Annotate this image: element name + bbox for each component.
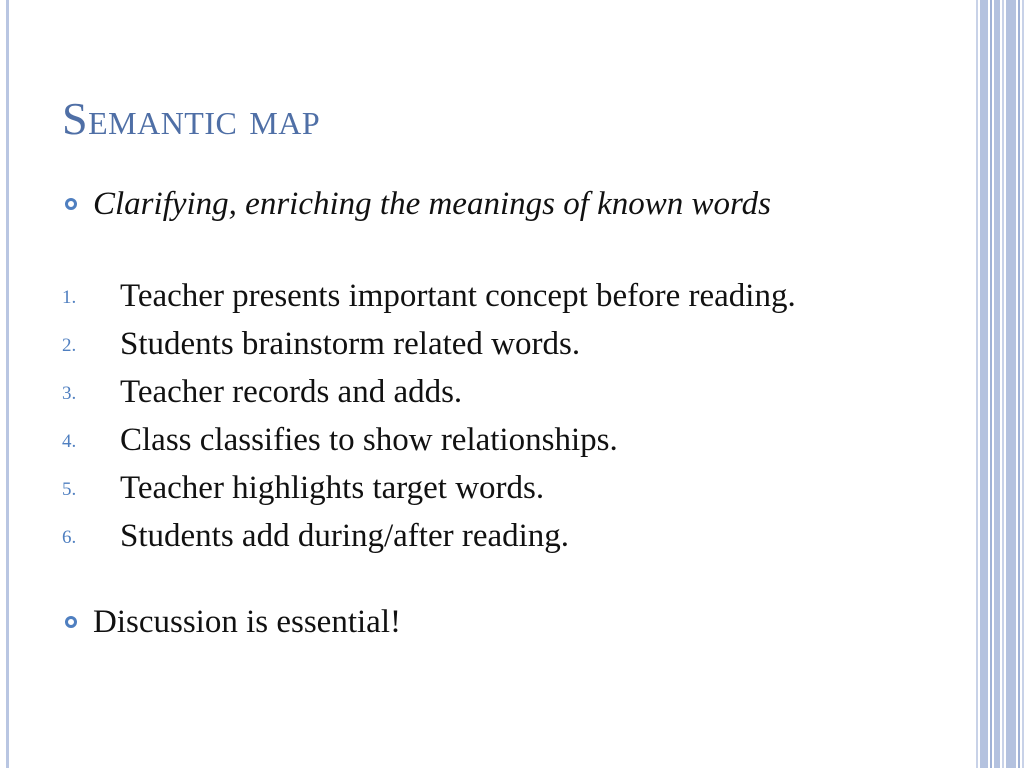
stripe: [980, 0, 988, 768]
circle-bullet-icon: [65, 198, 77, 210]
list-item: [62, 516, 902, 556]
right-decorative-stripes: [976, 0, 1024, 768]
spacer: [62, 224, 902, 276]
step-text: Teacher presents important concept before reading.: [120, 278, 796, 314]
closing-bullet: [62, 602, 902, 642]
step-number: 2.: [62, 335, 77, 356]
step-number: 1.: [62, 287, 77, 308]
intro-bullet-text: Clarifying, enriching the meanings of known words: [93, 186, 771, 222]
circle-bullet-icon: [65, 616, 77, 628]
step-text: Students brainstorm related words.: [120, 326, 581, 362]
list-item: [62, 372, 902, 412]
step-number: 6.: [62, 527, 77, 548]
slide-body: [62, 184, 902, 642]
step-text: Class classifies to show relationships.: [120, 422, 618, 458]
steps-list: [62, 276, 902, 556]
stripe: [976, 0, 978, 768]
step-number: 5.: [62, 479, 77, 500]
list-item: [62, 276, 902, 316]
step-number: 4.: [62, 431, 77, 452]
stripe: [1002, 0, 1004, 768]
spacer: [62, 564, 902, 602]
left-border-rule: [0, 0, 10, 768]
step-text: Teacher records and adds.: [120, 374, 463, 410]
stripe: [1018, 0, 1020, 768]
step-text: Students add during/after reading.: [120, 518, 570, 554]
closing-bullet-text: Discussion is essential!: [93, 604, 401, 640]
list-item: [62, 324, 902, 364]
intro-bullet: [62, 184, 902, 224]
stripe: [990, 0, 992, 768]
stripe: [1006, 0, 1016, 768]
step-number: 3.: [62, 383, 77, 404]
step-text: Teacher highlights target words.: [120, 470, 545, 506]
list-item: [62, 420, 902, 460]
slide-title: Semantic map: [62, 93, 321, 144]
list-item: [62, 468, 902, 508]
stripe: [994, 0, 1000, 768]
